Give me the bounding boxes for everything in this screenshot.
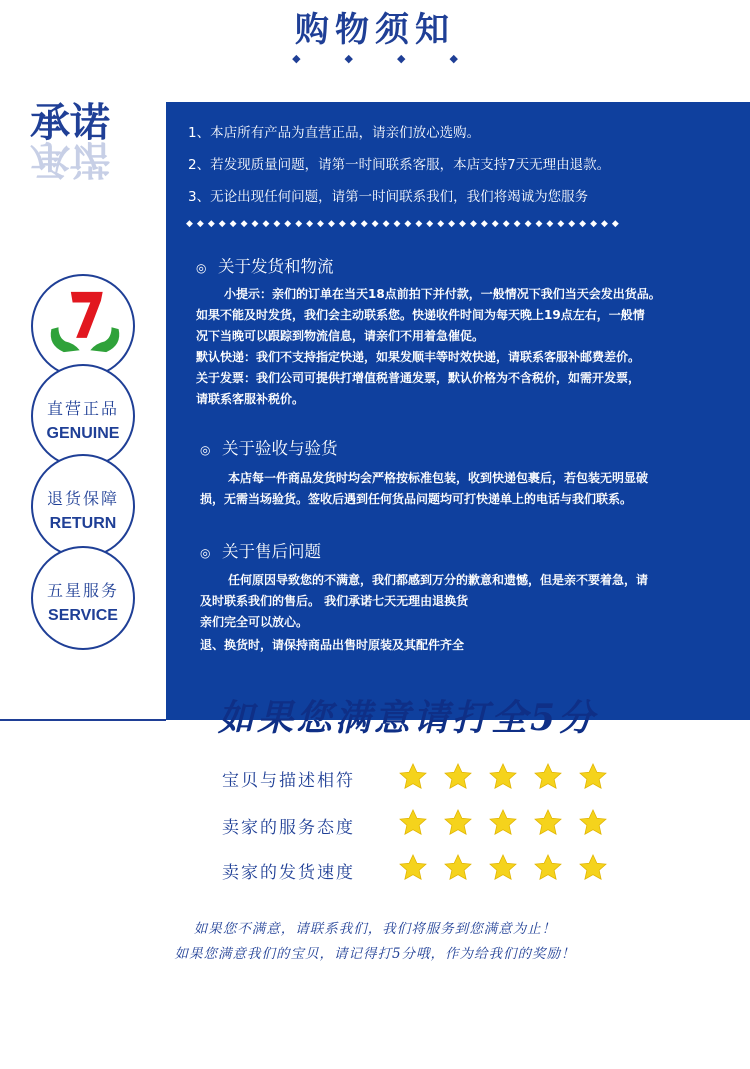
section-title-inspection: ◎ 关于验收与验货	[200, 439, 338, 458]
section-text: 本店每一件商品发货时均会严格按标准包装，收到快递包裹后，若包装无明显破	[228, 471, 649, 485]
footer-line: 如果您不满意，请联系我们，我们将服务到您满意为止！	[193, 921, 557, 937]
return-badge	[31, 454, 135, 558]
service-badge	[31, 546, 135, 650]
badge-en-label: SERVICE	[48, 607, 118, 624]
footer-line: 如果您满意我们的宝贝，请记得打5分哦，作为给我们的奖励！	[174, 946, 576, 962]
seven-day-badge	[31, 274, 135, 378]
star-icon	[533, 762, 563, 792]
star-icon	[533, 853, 563, 883]
genuine-badge	[31, 364, 135, 468]
commitment-line: 3、无论出现任何问题，请第一时间联系我们，我们将竭诚为您服务	[188, 189, 589, 205]
section-text: 请联系客服补税价。	[196, 392, 305, 406]
rating-label: 宝贝与描述相符	[222, 771, 355, 791]
section-text: 损，无需当场验货。签收后遇到任何货品问题均可打快递单上的电话与我们联系。	[200, 492, 633, 506]
promise-heading: 承诺	[30, 99, 110, 146]
badge-cn-label: 直营正品	[46, 399, 119, 418]
badge-en-label: GENUINE	[46, 425, 120, 442]
promise-reflection: 承诺	[30, 136, 110, 183]
section-title-after-sales: ◎ 关于售后问题	[200, 542, 321, 561]
title-ornament: ◆◆◆◆	[292, 52, 502, 65]
star-icon	[398, 808, 428, 838]
commitment-line: 2、若发现质量问题，请第一时间联系客服，本店支持7天无理由退款。	[188, 157, 611, 173]
section-text: 况下当晚可以跟踪到物流信息，请亲们不用着急催促。	[196, 329, 485, 343]
section-text: 小提示：亲们的订单在当天18点前拍下并付款，一般情况下我们当天会发出货品。	[224, 287, 661, 301]
rating-label: 卖家的服务态度	[222, 818, 355, 838]
page-title: 购物须知	[295, 10, 455, 50]
section-text: 任何原因导致您的不满意，我们都感到万分的歉意和遗憾，但是亲不要着急，请	[228, 573, 649, 587]
rating-label: 卖家的发货速度	[222, 863, 355, 883]
star-icon	[443, 762, 473, 792]
badge-cn-label: 五星服务	[46, 581, 119, 600]
target-bullet-icon: ◎	[200, 546, 211, 560]
rating-title: 如果您满意请打全5分	[218, 697, 598, 739]
badge-cn-label: 退货保障	[46, 489, 119, 508]
star-icon	[578, 808, 608, 838]
badge-en-label: RETURN	[49, 515, 117, 532]
seven-day-return-logo-icon	[33, 276, 137, 368]
section-text: 亲们完全可以放心。	[200, 615, 309, 629]
section-text: 及时联系我们的售后。 我们承诺七天无理由退换货	[200, 594, 469, 608]
section-text: 关于发票：我们公司可提供打增值税普通发票，默认价格为不含税价，如需开发票，	[196, 371, 641, 385]
star-icon	[488, 808, 518, 838]
star-icon	[533, 808, 563, 838]
star-icon	[443, 808, 473, 838]
star-icon	[488, 762, 518, 792]
divider-line	[0, 719, 166, 721]
target-bullet-icon: ◎	[200, 443, 211, 457]
section-text: 退、换货时，请保持商品出售时原装及其配件齐全	[200, 638, 465, 652]
star-icon	[578, 853, 608, 883]
commitment-line: 1、本店所有产品为直营正品，请亲们放心选购。	[188, 125, 481, 141]
star-icon	[398, 762, 428, 792]
section-text: 默认快递：我们不支持指定快递，如果发顺丰等时效快递，请联系客服补邮费差价。	[196, 350, 641, 364]
section-title-shipping: ◎ 关于发货和物流	[196, 257, 334, 276]
star-icon	[443, 853, 473, 883]
section-text: 如果不能及时发货，我们会主动联系您。快递收件时间为每天晚上19点左右，一般情	[196, 308, 645, 322]
star-icon	[488, 853, 518, 883]
star-icon	[578, 762, 608, 792]
star-icon	[398, 853, 428, 883]
target-bullet-icon: ◎	[196, 261, 207, 275]
diamond-divider: ◆◆◆◆◆◆◆◆◆◆◆◆◆◆◆◆◆◆◆◆◆◆◆◆◆◆◆◆◆◆◆◆◆◆◆◆◆◆◆◆	[186, 219, 623, 229]
